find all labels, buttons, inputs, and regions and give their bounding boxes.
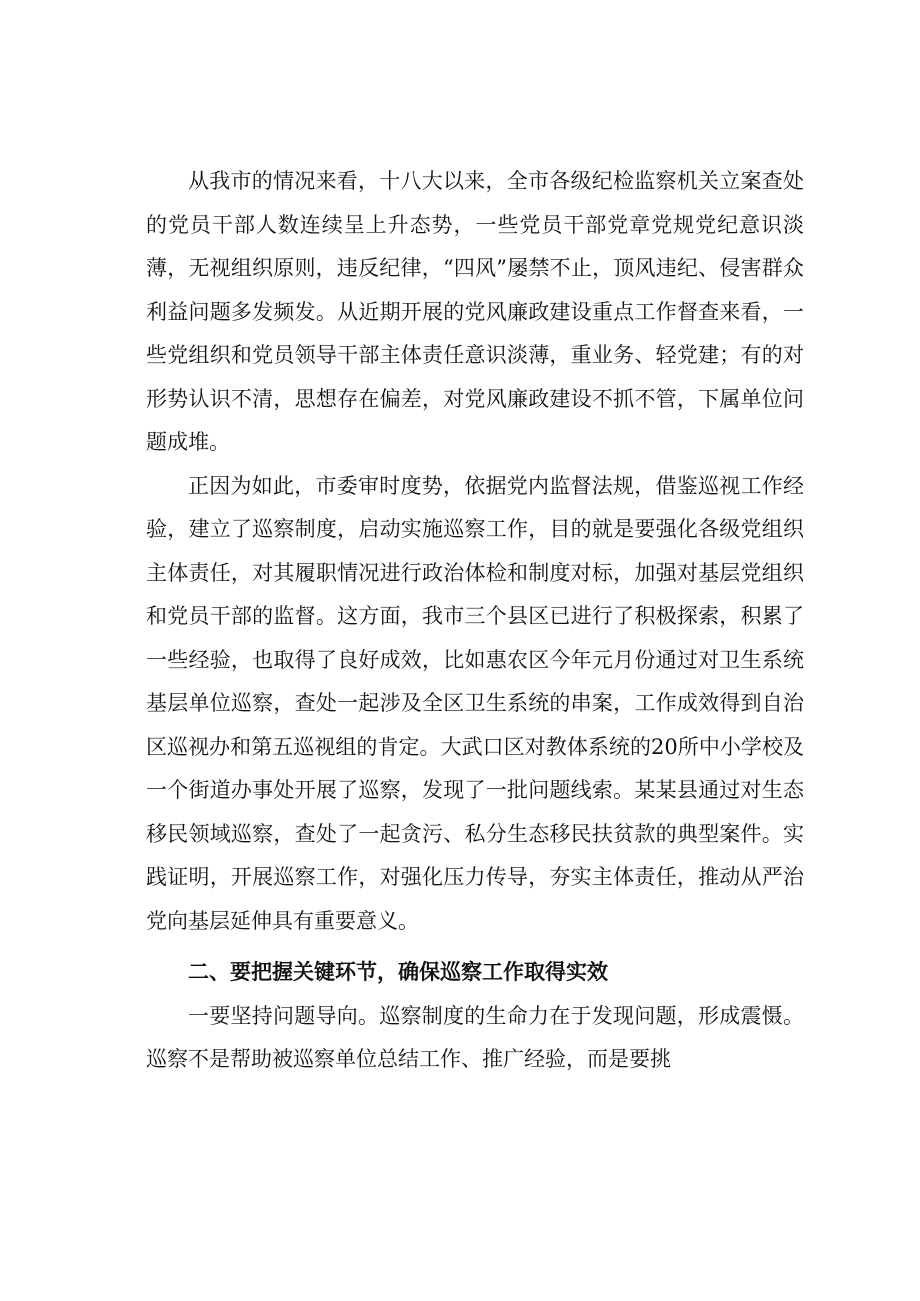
- paragraph-situation: 从我市的情况来看，十八大以来，全市各级纪检监察机关立案查处的党员干部人数连续呈上升态势，一些党员干部党章党规党纪意识淡薄，无视组织原则，违反纪律，“四风”屡禁不止，顶风违纪、侵害群众利益问题多发频发。从近期开展的党风廉政建设重点工作督查来看，一些党组织和党员领导干部主体责任意识淡薄，重业务、轻党建；有的对形势认识不清，思想存在偏差，对党风廉政建设不抓不管，下属单位问题成堆。: [146, 169, 804, 454]
- paragraph-inspection-system: 正因为如此，市委审时度势，依据党内监督法规，借鉴巡视工作经验，建立了巡察制度，启动实施巡察工作，目的就是要强化各级党组织主体责任，对其履职情况进行政治体检和制度对标，加强对基层党组织和党员干部的监督。这方面，我市三个县区已进行了积极探索，积累了一些经验，也取得了良好成效，比如惠农区今年元月份通过对卫生系统基层单位巡察，查处一起涉及全区卫生系统的串案，工作成效得到自治区巡视办和第五巡视组的肯定。大武口区对教体系统的20所中小学校及一个街道办事处开展了巡察，发现了一批问题线索。某某县通过对生态移民领域巡察，查处了一起贪污、私分生态移民扶贫款的典型案件。实践证明，开展巡察工作，对强化压力传导，夯实主体责任，推动从严治党向基层延伸具有重要意义。: [146, 473, 804, 933]
- paragraph-problem-oriented: 一要坚持问题导向。巡察制度的生命力在于发现问题，形成震慑。巡察不是帮助被巡察单位总结工作、推广经验，而是要挑: [146, 1003, 804, 1071]
- section-heading: 二、要把握关键环节，确保巡察工作取得实效: [188, 960, 608, 984]
- document-body: [146, 160, 804, 1082]
